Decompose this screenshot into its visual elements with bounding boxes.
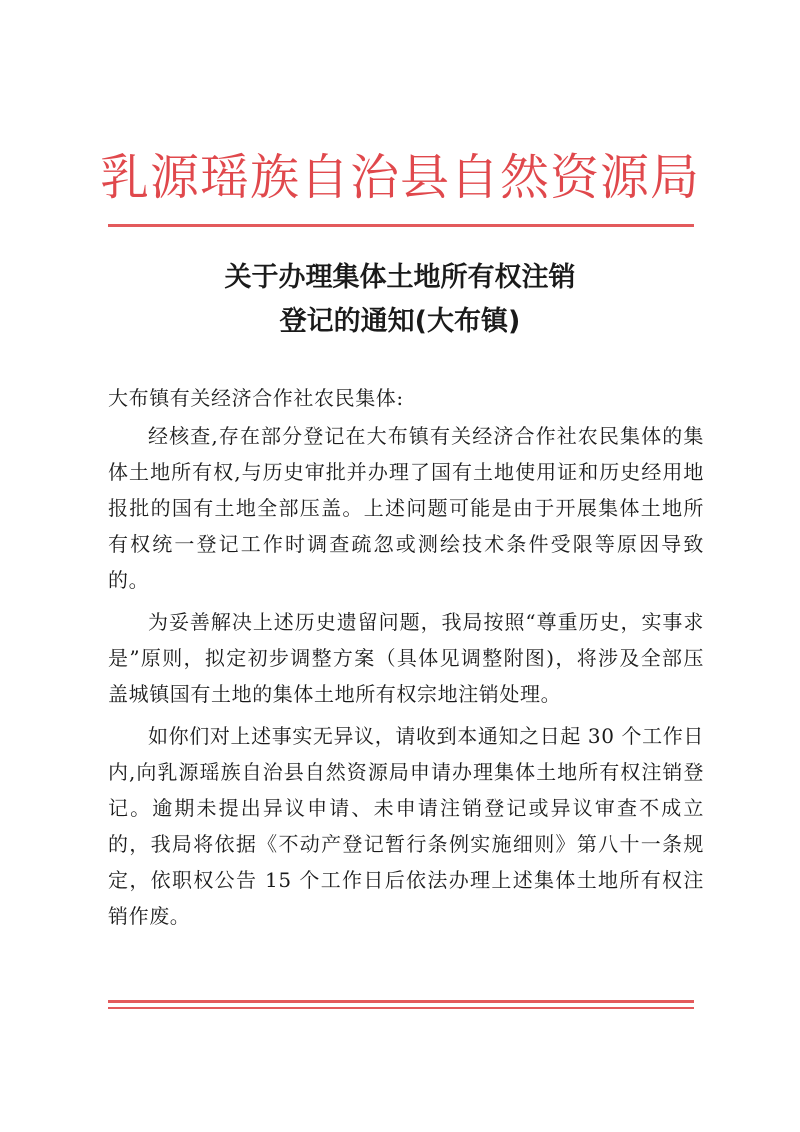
footer-rule-thin [108,1007,694,1009]
notice-body [108,418,704,934]
notice-title-line-1: 关于办理集体土地所有权注销 [224,262,576,293]
paragraph-2: 为妥善解决上述历史遗留问题，我局按照“尊重历史，实事求是”原则，拟定初步调整方案（具体见调整附图)，将涉及全部压盖城镇国有土地的集体土地所有权宗地注销处理。 [108,610,704,706]
paragraph-3: 如你们对上述事实无异议，请收到本通知之日起 30 个工作日内,向乳源瑶族自治县自然资源局申请办理集体土地所有权注销登记。逾期未提出异议申请、未申请注销登记或异议审查不成立的，我局将依据《不动产登记暂行条例实施细则》第八十一条规定，依职权公告 15 个工作日后依法办理上述集体土地所有权注销作废。 [108,724,704,928]
salutation: 大布镇有关经济合作社农民集体: [108,386,404,410]
notice-title-line-2: 登记的通知(大布镇) [279,306,521,337]
letterhead-rule [108,224,694,227]
footer-rule-thick [108,1000,694,1003]
letterhead-title: 乳源瑶族自治县自然资源局 [99,149,700,206]
paragraph-1: 经核查,存在部分登记在大布镇有关经济合作社农民集体的集体土地所有权,与历史审批并办理了国有土地使用证和历史经用地报批的国有土地全部压盖。上述问题可能是由于开展集体土地所有权统一登记工作时调查疏忽或测绘技术条件受限等原因导致的。 [108,424,704,592]
